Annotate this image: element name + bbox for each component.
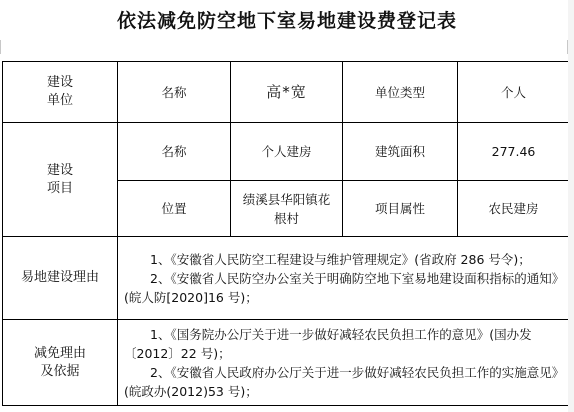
reason-line-2: 2、《安徽省人民防空办公室关于明确防空地下室易地建设面积指标的通知》(皖人防[2020]16 号)； <box>124 270 558 305</box>
reason-line-1: 1、《安徽省人民防空工程建设与维护管理规定》(省政府 286 号令)； <box>150 251 531 267</box>
reason-header: 易地建设理由 <box>20 270 99 285</box>
unit-name-label-cell <box>118 62 231 123</box>
area-value: 277.46 <box>491 144 536 159</box>
project-name-value: 个人建房 <box>261 144 312 159</box>
location-label: 位置 <box>161 201 187 216</box>
unit-type-label: 单位类型 <box>374 84 425 100</box>
crop-mark-left <box>0 40 1 54</box>
unit-type-value: 个人 <box>500 84 526 100</box>
reason-row <box>3 237 570 320</box>
exemption-line-2: 2、《安徽省人民政府办公厅关于进一步做好减轻农民负担工作的实施意见》(皖政办(2012)53 号)； <box>124 364 558 399</box>
attribute-label-cell <box>343 181 458 237</box>
project-row-1 <box>3 123 570 181</box>
area-label-cell <box>343 123 458 181</box>
project-name-label-cell <box>118 123 231 181</box>
unit-header: 建设 单位 <box>46 75 73 108</box>
unit-name-label: 名称 <box>161 84 187 100</box>
attribute-label: 项目属性 <box>374 201 425 216</box>
attribute-value: 农民建房 <box>488 201 539 216</box>
location-label-cell <box>118 181 231 237</box>
project-name-value-cell[interactable] <box>231 123 343 181</box>
location-value-cell[interactable] <box>231 181 343 237</box>
project-header-cell <box>3 123 118 237</box>
unit-type-value-cell[interactable] <box>458 62 570 123</box>
unit-row <box>3 62 570 123</box>
exemption-content-cell[interactable] <box>118 320 570 406</box>
attribute-value-cell[interactable] <box>458 181 570 237</box>
page-edge <box>568 0 574 412</box>
unit-name-value-cell[interactable] <box>231 62 343 123</box>
area-value-cell[interactable] <box>458 123 570 181</box>
unit-type-label-cell <box>343 62 458 123</box>
exemption-header-cell <box>3 320 118 406</box>
project-header: 建设 项目 <box>46 162 73 196</box>
unit-header-cell <box>3 62 118 123</box>
exemption-row <box>3 320 570 406</box>
location-value: 绩溪县华阳镇花根村 <box>242 191 331 226</box>
unit-name-value: 高*宽 <box>266 82 307 101</box>
document-title: 依法减免防空地下室易地建设费登记表 <box>116 10 457 32</box>
reason-content-cell[interactable] <box>118 237 570 320</box>
project-name-label: 名称 <box>161 144 187 159</box>
exemption-header: 减免理由 及依据 <box>33 345 86 379</box>
reason-header-cell <box>3 237 118 320</box>
registration-table <box>2 61 570 406</box>
area-label: 建筑面积 <box>374 144 425 159</box>
exemption-line-1: 1、《国务院办公厅关于进一步做好减轻农民负担工作的意见》(国办发〔2012〕22 号)； <box>124 326 532 361</box>
